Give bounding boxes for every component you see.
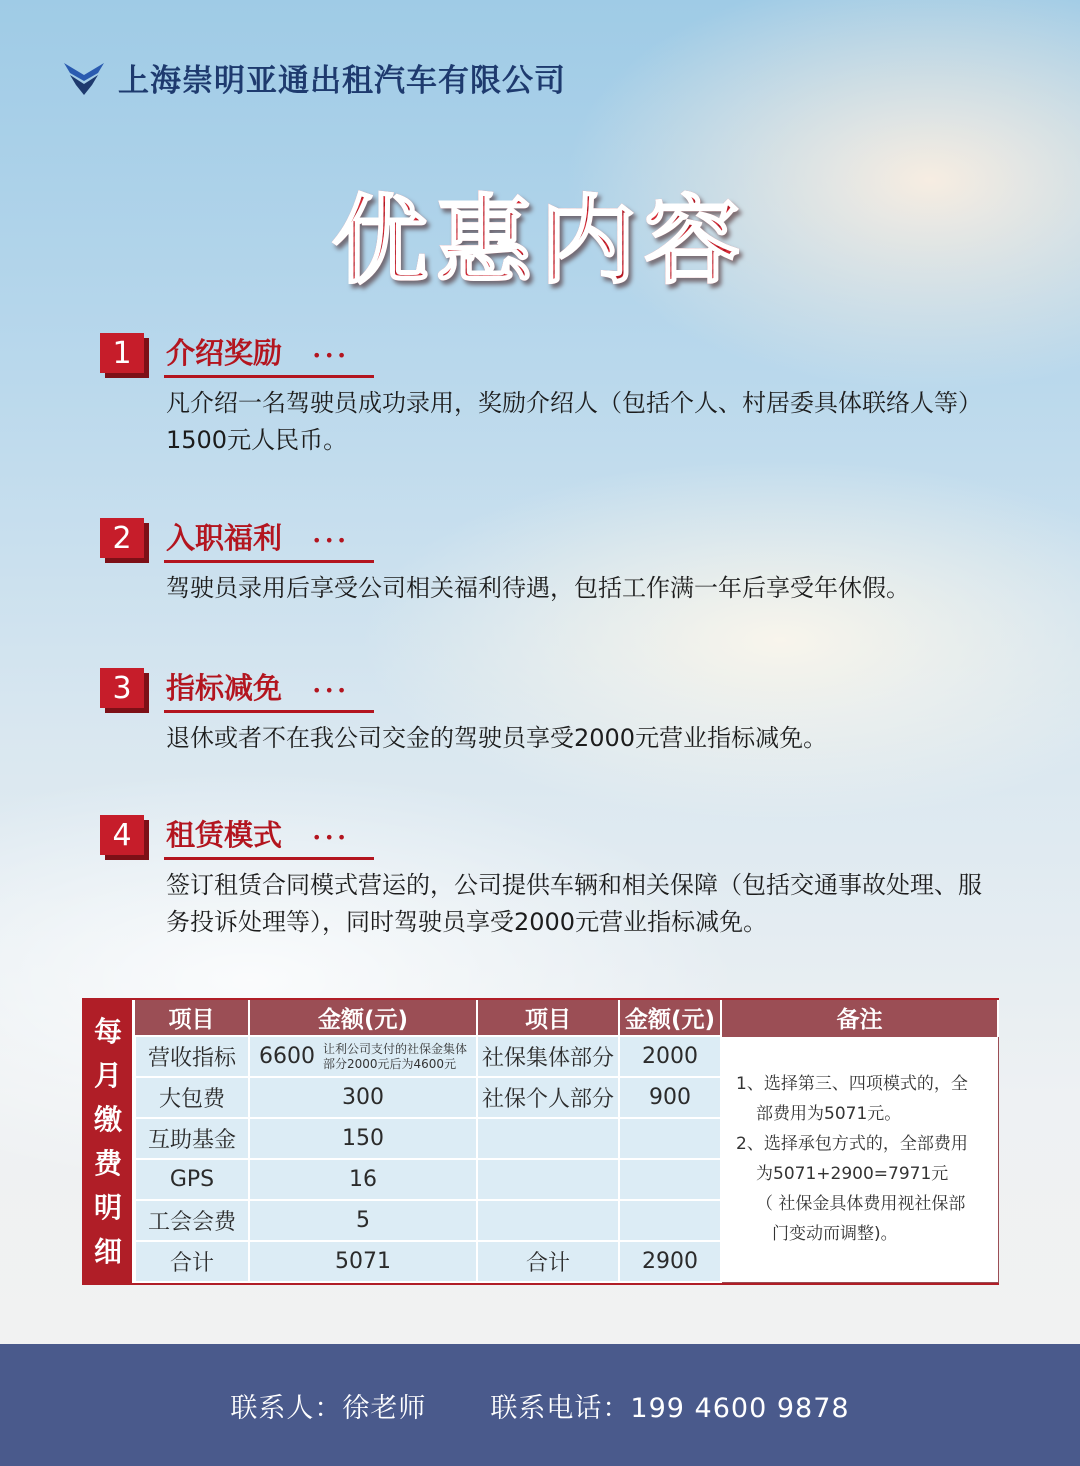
title-underline xyxy=(164,375,374,378)
amount-cell: 5 xyxy=(249,1200,477,1241)
section-number: 1 xyxy=(100,333,144,373)
contact-footer xyxy=(0,1344,1080,1466)
dots-decoration: ••• xyxy=(312,681,350,700)
section-body: 驾驶员录用后享受公司相关福利待遇，包括工作满一年后享受年休假。 xyxy=(166,574,910,602)
contact-person: 联系人：徐老师 xyxy=(230,1392,427,1424)
item-cell xyxy=(477,1118,619,1159)
amount-cell: 2900 xyxy=(619,1241,721,1282)
item-cell: 合计 xyxy=(477,1241,619,1282)
amount-cell: 150 xyxy=(249,1118,477,1159)
item-cell: 大包费 xyxy=(135,1077,249,1118)
section-number: 4 xyxy=(100,815,144,855)
item-cell xyxy=(477,1200,619,1241)
section-number: 3 xyxy=(100,668,144,708)
table-side-label: 每 月 缴 费 明 细 xyxy=(84,1000,132,1283)
item-cell: 工会会费 xyxy=(135,1200,249,1241)
amount-cell: 5071 xyxy=(249,1241,477,1282)
amount-cell: 300 xyxy=(249,1077,477,1118)
amount-footnote: 让利公司支付的社保金集体 部分2000元后为4600元 xyxy=(322,1041,467,1071)
section-quota-reduction xyxy=(100,668,1000,757)
amount-cell: 2000 xyxy=(619,1036,721,1077)
item-cell xyxy=(477,1159,619,1200)
amount-cell: 6600 让利公司支付的社保金集体 部分2000元后为4600元 xyxy=(249,1036,477,1077)
column-header: 备注 xyxy=(721,1000,998,1036)
item-cell: 互助基金 xyxy=(135,1118,249,1159)
item-cell: 社保个人部分 xyxy=(477,1077,619,1118)
amount-cell: 900 xyxy=(619,1077,721,1118)
section-body: 签订租赁合同模式营运的，公司提供车辆和相关保障（包括交通事故处理、服务投诉处理等），同时驾驶员享受2000元营业指标减免。 xyxy=(166,871,982,936)
monthly-fee-table xyxy=(82,998,999,1285)
section-number: 2 xyxy=(100,518,144,558)
title-underline xyxy=(164,710,374,713)
amount-cell: 16 xyxy=(249,1159,477,1200)
section-referral-reward xyxy=(100,333,1000,459)
column-header: 项目 xyxy=(135,1000,249,1036)
contact-phone: 联系电话：199 4600 9878 xyxy=(490,1392,850,1424)
section-title: 入职福利 xyxy=(166,521,283,555)
section-onboarding-benefits xyxy=(100,518,1000,607)
table-row xyxy=(135,1036,998,1077)
section-leasing-mode xyxy=(100,815,1000,941)
amount-cell xyxy=(619,1159,721,1200)
item-cell: 合计 xyxy=(135,1241,249,1282)
amount-cell xyxy=(619,1118,721,1159)
column-header: 项目 xyxy=(477,1000,619,1036)
column-header: 金额(元) xyxy=(619,1000,721,1036)
bird-wing-logo-icon xyxy=(62,57,106,97)
company-header xyxy=(62,54,566,100)
section-title: 指标减免 xyxy=(166,671,283,705)
item-cell: GPS xyxy=(135,1159,249,1200)
item-cell: 社保集体部分 xyxy=(477,1036,619,1077)
fee-table xyxy=(134,1000,999,1283)
section-title: 租赁模式 xyxy=(166,818,283,852)
section-body: 凡介绍一名驾驶员成功录用，奖励介绍人（包括个人、村居委具体联络人等）1500元人民币。 xyxy=(166,389,982,454)
remarks-cell: 1、选择第三、四项模式的，全 部费用为5071元。 2、选择承包方式的，全部费用 为5071+2900=7971元 （ 社保金具体费用视社保部 门变动而调整)。 xyxy=(721,1036,998,1282)
dots-decoration: ••• xyxy=(312,828,350,847)
dots-decoration: ••• xyxy=(312,531,350,550)
item-cell: 营收指标 xyxy=(135,1036,249,1077)
section-body: 退休或者不在我公司交金的驾驶员享受2000元营业指标减免。 xyxy=(166,724,828,752)
title-underline xyxy=(164,560,374,563)
amount-cell xyxy=(619,1200,721,1241)
table-header-row xyxy=(135,1000,998,1036)
page-title: 优惠内容 xyxy=(0,165,1080,302)
title-underline xyxy=(164,857,374,860)
dots-decoration: ••• xyxy=(312,346,350,365)
section-title: 介绍奖励 xyxy=(166,336,283,370)
company-name: 上海崇明亚通出租汽车有限公司 xyxy=(118,62,566,99)
column-header: 金额(元) xyxy=(249,1000,477,1036)
